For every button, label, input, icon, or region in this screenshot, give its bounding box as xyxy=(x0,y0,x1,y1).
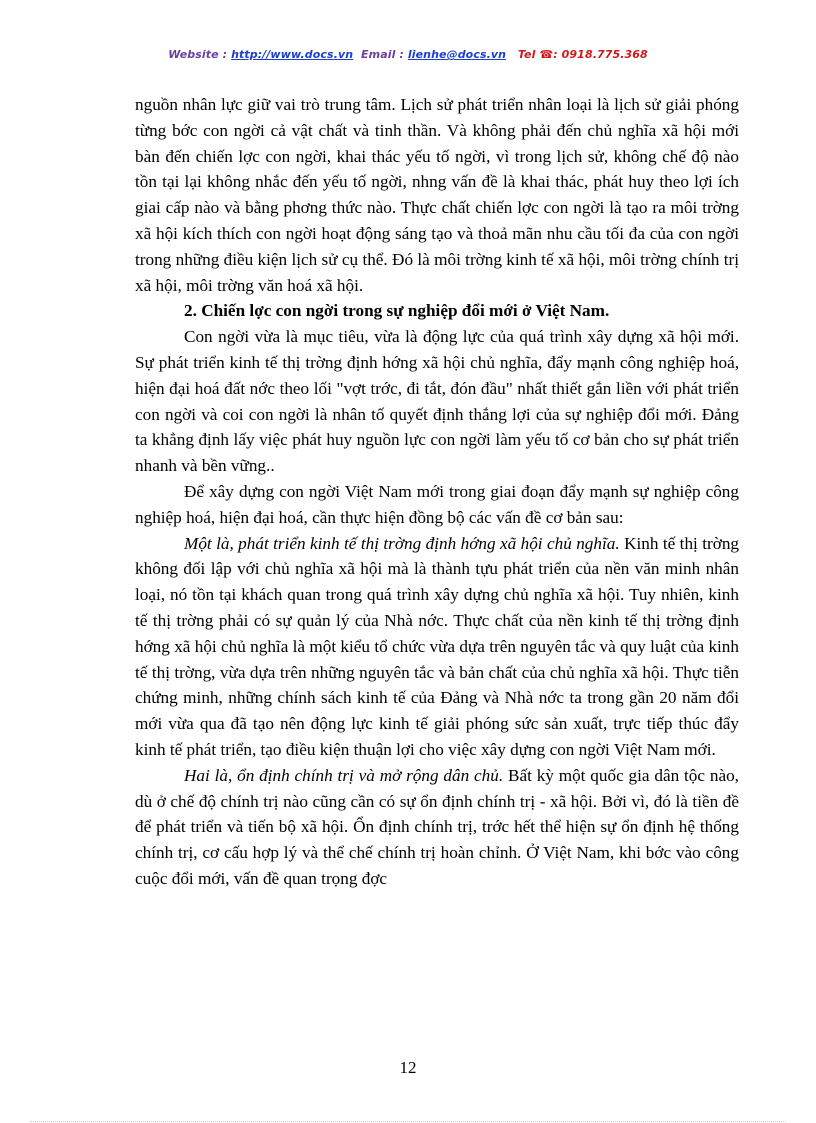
paragraph-point-two xyxy=(135,763,739,892)
website-label: Website : xyxy=(168,48,228,61)
phone-icon: ☎ xyxy=(539,48,554,61)
point-two-title: Hai là, ổn định chính trị và mở rộng dân chủ. xyxy=(184,765,504,785)
email-label: Email xyxy=(361,48,396,61)
email-separator: : xyxy=(395,48,404,61)
page-header xyxy=(0,48,816,61)
page-bottom-divider xyxy=(30,1121,786,1122)
paragraph-build: Để xây dựng con ngời Việt Nam mới trong giai đoạn đẩy mạnh sự nghiệp công nghiệp hoá, hiện đại hoá, cần thực hiện đồng bộ các vấn đề cơ bản sau: xyxy=(135,481,739,527)
paragraph-role: Con ngời vừa là mục tiêu, vừa là động lực của quá trình xây dựng xã hội mới. Sự phát triển kinh tế thị trờng định hớng xã hội chủ nghĩa, đẩy mạnh công nghiệp hoá, hiện đại hoá đất nớc theo lối "vợt trớc, đi tắt, đón đầu" nhất thiết gắn liền với phát triển con ngời và coi con ngời là nhân tố quyết định thắng lợi của sự nghiệp đổi mới. Đảng ta khẳng định lấy việc phát huy nguồn lực con ngời làm yếu tố cơ bản cho sự phát triển nhanh và bền vững.. xyxy=(135,327,739,476)
point-one-title: Một là, phát triển kinh tế thị trờng định hớng xã hội chủ nghĩa. xyxy=(184,533,620,553)
paragraph-intro: nguồn nhân lực giữ vai trò trung tâm. Lịch sử phát triển nhân loại là lịch sử giải phóng từng bớc con ngời cả vật chất và tinh thần. Và không phải đến chủ nghĩa xã hội mới bàn đến chiến lợc con ngời, khai thác yếu tố ngời, vì trong lịch sử, không chế độ nào tồn tại lại không nhắc đến yếu tố ngời, nhng vấn đề là khai thác, phát huy theo lợi ích giai cấp nào và bằng phơng thức nào. Thực chất chiến lợc con ngời là tạo ra môi trờng xã hội kích thích con ngời hoạt động sáng tạo và thoả mãn nhu cầu tối đa của con ngời trong những điều kiện lịch sử cụ thể. Đó là môi trờng kinh tế xã hội, môi trờng chính trị xã hội, môi trờng văn hoá xã hội. xyxy=(135,95,739,295)
tel-number: : 0918.775.368 xyxy=(553,48,648,61)
email-link[interactable]: lienhe@docs.vn xyxy=(407,48,507,61)
paragraph-point-one xyxy=(135,531,739,763)
website-link[interactable]: http://www.docs.vn xyxy=(231,48,354,61)
point-one-body: Kinh tế thị trờng không đối lập với chủ nghĩa xã hội mà là thành tựu phát triển của nền văn minh nhân loại, nó tồn tại khách quan trong quá trình xây dựng chủ nghĩa xã hội. Tuy nhiên, kinh tế thị trờng phải có sự quản lý của Nhà nớc. Thực chất của nền kinh tế thị trờng định hớng xã hội chủ nghĩa là một kiểu tổ chức vừa dựa trên nguyên tắc và quy luật của kinh tế thị trờng, vừa dựa trên những nguyên tắc và bản chất của chủ nghĩa xã hội. Thực tiễn chứng minh, những chính sách kinh tế của Đảng và Nhà nớc ta trong gần 20 năm đổi mới vừa qua đã tạo nên động lực kinh tế giải phóng sức sản xuất, trực tiếp thúc đẩy kinh tế phát triển, tạo điều kiện thuận lợi cho việc xây dựng con ngời Việt Nam mới. xyxy=(135,533,740,759)
page-number: 12 xyxy=(399,1058,417,1077)
document-body xyxy=(135,92,739,892)
tel-label: Tel xyxy=(517,48,536,61)
section-heading: 2. Chiến lợc con ngời trong sự nghiệp đổi mới ở Việt Nam. xyxy=(184,301,610,321)
point-two-body: Bất kỳ một quốc gia dân tộc nào, dù ở chế độ chính trị nào cũng cần có sự ổn định chính trị - xã hội. Bởi vì, đó là tiền đề để phát triển và tiến bộ xã hội. Ổn định chính trị, trớc hết thể hiện sự ổn định hệ thống chính trị, cơ cấu hợp lý và thể chế chính trị hoàn chỉnh. Ở Việt Nam, khi bớc vào công cuộc đổi mới, vấn đề quan trọng đợc xyxy=(135,765,739,888)
